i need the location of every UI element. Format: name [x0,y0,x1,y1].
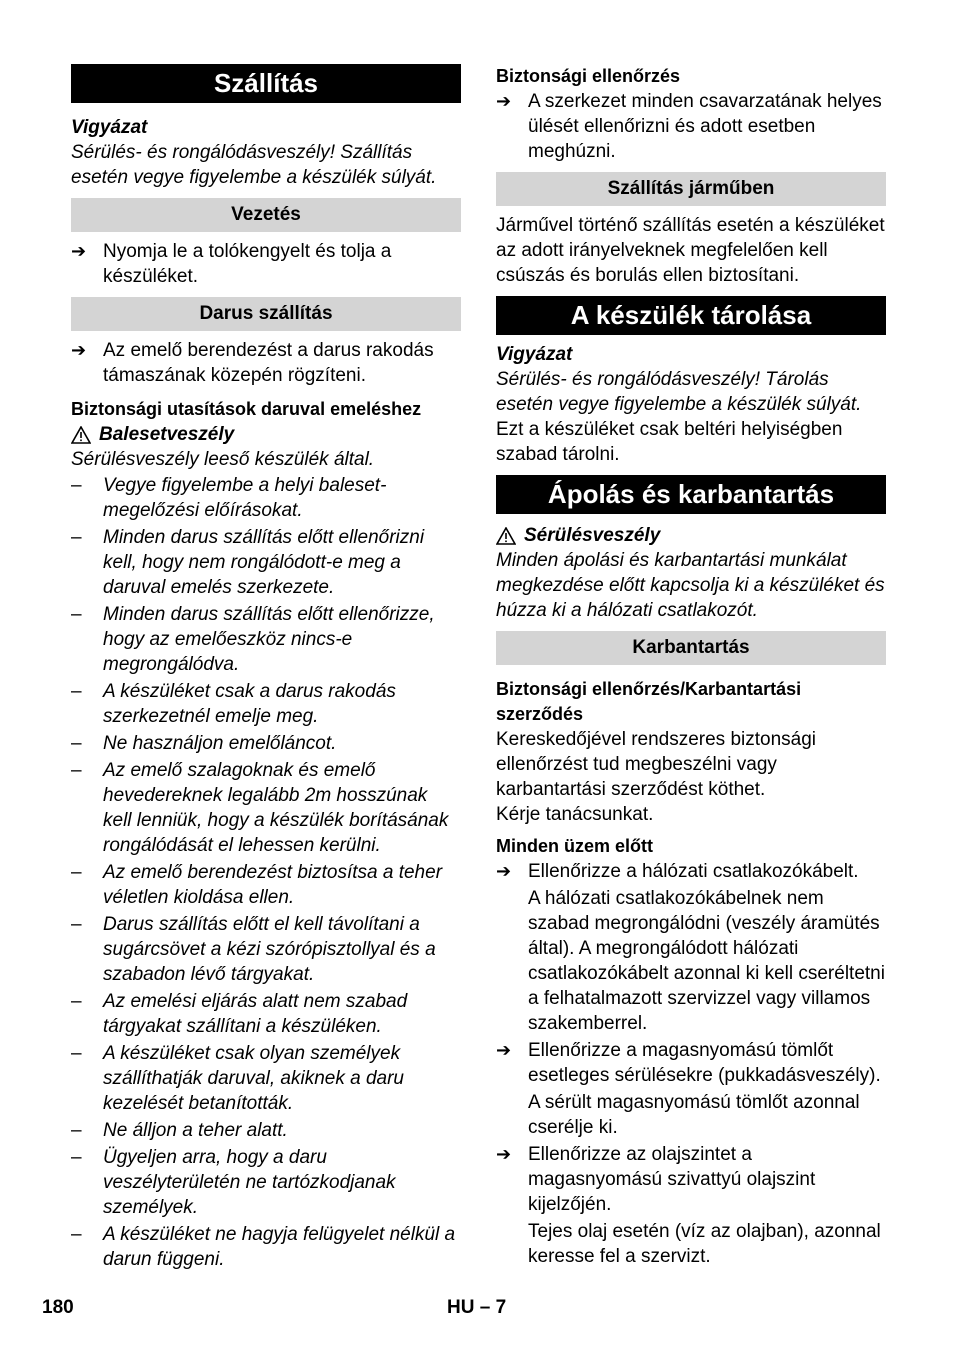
right-arrow-icon: ➔ [71,241,87,261]
list-item: – A készüléket ne hagyja felügyelet nélkül a darun függeni. [71,1224,456,1270]
check-oil-instruction: ➔ Ellenőrizze az olajszintet a magasnyomású szivattyú olajszint kijelzőjén. [496,1144,816,1215]
danger-text: Sérülésveszély leeső készülék által. [71,449,375,470]
list-item: – Ne álljon a teher alatt. [71,1120,288,1141]
language-page-label: HU – 7 [447,1297,507,1318]
caution-text: Sérülés- és rongálódásveszély! Tárolás esetén vegye figyelembe a készülék súlyát. [496,369,862,415]
safety-check-instruction: ➔ A szerkezet minden csavarzatának helyes ülését ellenőrizni és adott esetben meghúzni. [496,91,882,162]
caution-label: Vigyázat [496,344,573,365]
check-cable-note: A hálózati csatlakozókábelnek nem szabad megrongálódni (veszély áramütés által). A megrongálódott hálózati csatlakozókábelt azonnal ki kell cseréltetni a felhatalmazott szervizzel vagy villamos szakemberrel. [528,888,885,1034]
list-item: – A készüléket csak a darus rakodás szerkezetnél emelje meg. [71,681,396,727]
injury-warning: Sérülésveszély [496,523,886,548]
heading-driving: Vezetés [71,198,461,232]
heading-crane-safety: Biztonsági utasítások daruval emeléshez [71,399,422,419]
crane-instruction: ➔ Az emelő berendezést a darus rakodás támaszának közepén rögzíteni. [71,340,434,386]
contract-text: Kereskedőjével rendszeres biztonsági ellenőrzést tud megbeszélni vagy karbantartási szerződést köthet. [496,729,817,800]
heading-crane-transport: Darus szállítás [71,297,461,331]
heading-maintenance: Karbantartás [496,631,886,665]
list-item: – Darus szállítás előtt el kell távolítani a sugárcsövet a kézi szórópisztollyal és a szabadon lévő tárgyakat. [71,914,436,985]
warning-triangle-icon [496,527,516,545]
driving-instruction: ➔ Nyomja le a tolókengyelt és tolja a készüléket. [71,241,392,287]
crane-safety-list [71,473,461,1272]
heading-vehicle-transport: Szállítás járműben [496,172,886,206]
advice-text: Kérje tanácsunkat. [496,804,654,825]
check-hose-instruction: ➔ Ellenőrizze a magasnyomású tömlőt esetleges sérülésekre (pukkadásveszély). [496,1040,881,1086]
check-hose-note: A sérült magasnyomású tömlőt azonnal cserélje ki. [528,1092,860,1138]
right-arrow-icon: ➔ [496,861,512,881]
list-item: – Minden darus szállítás előtt ellenőrizni kell, hogy nem rongálódott-e meg a daruval emelés szerkezete. [71,527,425,598]
heading-before-operation: Minden üzem előtt [496,836,653,856]
heading-safety-check: Biztonsági ellenőrzés [496,66,681,86]
list-item: – Minden darus szállítás előtt ellenőrizze, hogy az emelőeszköz nincs-e megrongálódva. [71,604,435,675]
heading-care-maintenance: Ápolás és karbantartás [496,475,886,514]
heading-contract: Biztonsági ellenőrzés/Karbantartási szerződés [496,679,802,724]
storage-text: Ezt a készüléket csak beltéri helyiségben szabad tárolni. [496,419,843,465]
check-oil-note: Tejes olaj esetén (víz az olajban), azonnal keresse fel a szervizt. [528,1221,881,1267]
warning-triangle-icon [71,426,91,444]
left-column [71,64,461,1272]
heading-storage: A készülék tárolása [496,296,886,335]
caution-text: Sérülés- és rongálódásveszély! Szállítás esetén vegye figyelembe a készülék súlyát. [71,142,437,188]
injury-text: Minden ápolási és karbantartási munkálat megkezdése előtt kapcsolja ki a készüléket és húzza ki a hálózati csatlakozót. [496,550,885,621]
list-item: – Vegye figyelembe a helyi baleset-megelőzési előírásokat. [71,475,387,521]
caution-label: Vigyázat [71,117,148,138]
list-item: – Ne használjon emelőláncot. [71,733,337,754]
list-item: – A készüléket csak olyan személyek szállíthatják daruval, akiknek a daru kezelését betanították. [71,1043,404,1114]
list-item: – Az emelési eljárás alatt nem szabad tárgyakat szállítani a készüléken. [71,991,408,1037]
right-arrow-icon: ➔ [496,1040,512,1060]
right-arrow-icon: ➔ [71,340,87,360]
page-number: 180 [42,1297,74,1318]
list-item: – Ügyeljen arra, hogy a daru veszélyterületén ne tartózkodjanak személyek. [71,1147,396,1218]
right-column [496,64,886,1269]
list-item: – Az emelő berendezést biztosítsa a teher véletlen kioldása ellen. [71,862,443,908]
danger-warning: Balesetveszély [71,422,461,447]
list-item: – Az emelő szalagoknak és emelő hevedereknek legalább 2m hosszúnak kell lenniük, hogy a készülék borításának rongálódását el lehessen kerülni. [71,760,449,856]
right-arrow-icon: ➔ [496,91,512,111]
check-cable-instruction: ➔ Ellenőrizze a hálózati csatlakozókábelt. [496,861,859,882]
vehicle-transport-text: Járművel történő szállítás esetén a készüléket az adott irányelveknek megfelelően kell csúszás és borulás ellen biztosítani. [496,215,885,286]
heading-transport: Szállítás [71,64,461,103]
right-arrow-icon: ➔ [496,1144,512,1164]
